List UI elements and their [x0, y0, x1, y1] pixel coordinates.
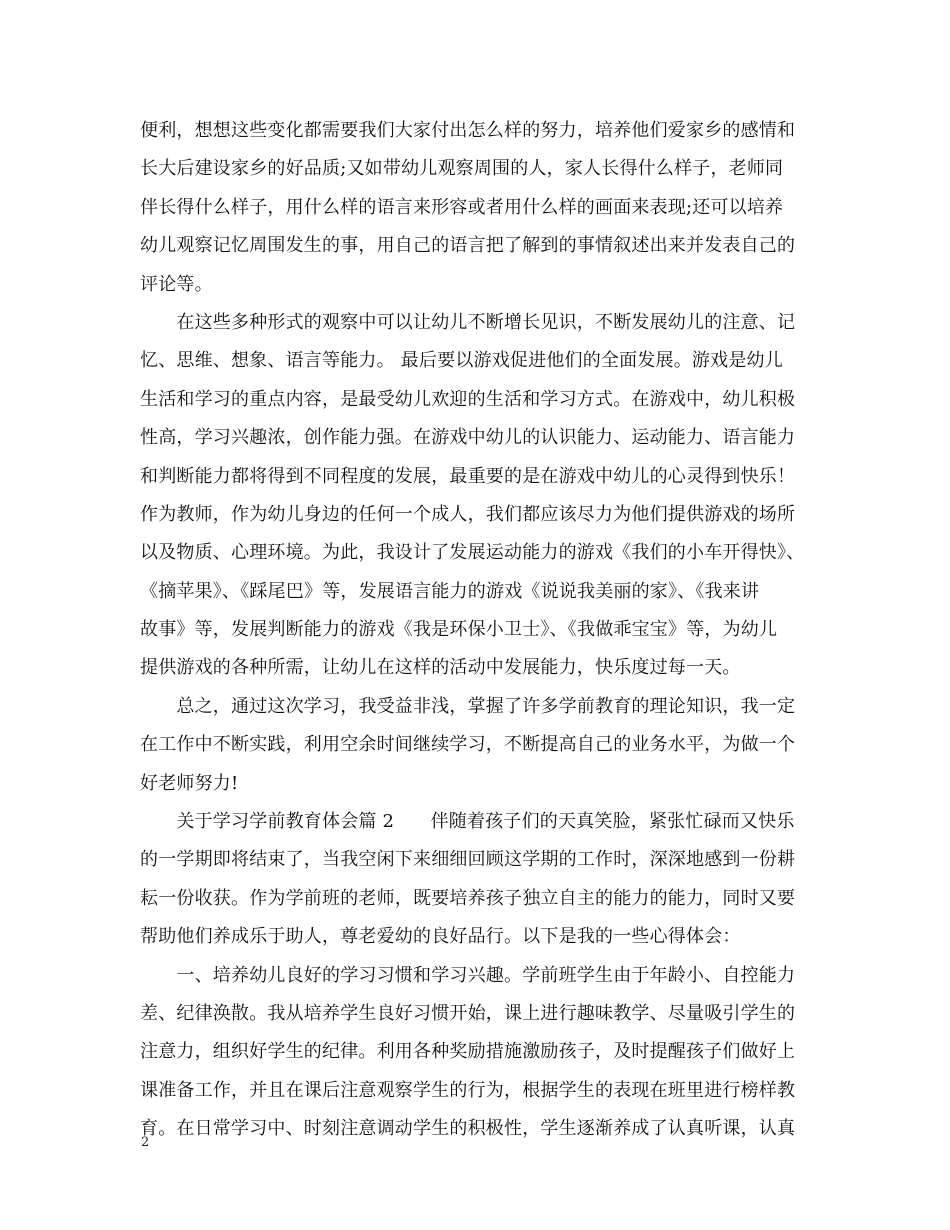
text-line: 幼儿观察记忆周围发生的事，用自己的语言把了解到的事情叙述出来并发表自己的 — [140, 235, 796, 257]
text-line: 注意力，组织好学生的纪律。利用各种奖励措施激励孩子，及时提醒孩子们做好上 — [140, 1041, 796, 1063]
text-line: 好老师努力! — [140, 772, 239, 794]
text-line: 《摘苹果》、《踩尾巴》等，发展语言能力的游戏《说说我美丽的家》、《我来讲 — [140, 580, 760, 602]
text-line: 和判断能力都将得到不同程度的发展，最重要的是在游戏中幼儿的心灵得到快乐！ — [140, 465, 796, 487]
text-line: 育。在日常学习中、时刻注意调动学生的积极性，学生逐渐养成了认真听课，认真 — [140, 1118, 796, 1140]
text-line: 在这些多种形式的观察中可以让幼儿不断增长见识，不断发展幼儿的注意、记 — [140, 311, 796, 333]
text-line: 课准备工作，并且在课后注意观察学生的行为，根据学生的表现在班里进行榜样教 — [140, 1079, 796, 1101]
page-number: 2 — [141, 1135, 150, 1150]
text-line: 作为教师，作为幼儿身边的任何一个成人，我们都应该尽力为他们提供游戏的场所 — [140, 503, 796, 525]
text-line: 便利，想想这些变化都需要我们大家付出怎么样的努力，培养他们爱家乡的感情和 — [140, 120, 796, 141]
text-line: 差、纪律涣散。我从培养学生良好习惯开始，课上进行趣味教学、尽量吸引学生的 — [140, 1002, 796, 1024]
text-line: 耘一份收获。作为学前班的老师，既要培养孩子独立自主的能力的能力，同时又要 — [140, 887, 796, 909]
text-line: 一、培养幼儿良好的学习习惯和学习兴趣。学前班学生由于年龄小、自控能力 — [140, 964, 796, 986]
text-line: 长大后建设家乡的好品质;又如带幼儿观察周围的人，家人长得什么样子，老师同 — [140, 158, 784, 180]
text-line: 性高，学习兴趣浓，创作能力强。在游戏中幼儿的认识能力、运动能力、语言能力 — [140, 427, 796, 449]
text-line: 提供游戏的各种所需，让幼儿在这样的活动中发展能力，快乐度过每一天。 — [140, 657, 741, 679]
text-line: 帮助他们养成乐于助人，尊老爱幼的良好品行。以下是我的一些心得体会： — [140, 926, 741, 948]
text-line: 以及物质、心理环境。为此，我设计了发展运动能力的游戏《我们的小车开得快》、 — [140, 542, 805, 564]
text-line: 总之，通过这次学习，我受益非浅，掌握了许多学前教育的理论知识，我一定 — [140, 695, 796, 717]
text-line: 关于学习学前教育体会篇 2 伴随着孩子们的天真笑脸，紧张忙碌而又快乐 — [140, 811, 795, 833]
text-line: 忆、思维、想象、语言等能力。 最后要以游戏促进他们的全面发展。游戏是幼儿 — [140, 350, 783, 372]
text-line: 在工作中不断实践，利用空余时间继续学习，不断提高自己的业务水平，为做一个 — [140, 734, 796, 756]
text-line: 故事》等，发展判断能力的游戏《我是环保小卫士》、《我做乖宝宝》等，为幼儿 — [140, 619, 778, 641]
text-line: 的一学期即将结束了，当我空闲下来细细回顾这学期的工作时，深深地感到一份耕 — [140, 849, 796, 871]
text-line: 伴长得什么样子，用什么样的语言来形容或者用什么样的画面来表现;还可以培养 — [140, 196, 784, 218]
body-text — [140, 112, 830, 1149]
text-line: 评论等。 — [140, 273, 213, 295]
text-line: 生活和学习的重点内容，是最受幼儿欢迎的生活和学习方式。在游戏中，幼儿积极 — [140, 388, 796, 410]
